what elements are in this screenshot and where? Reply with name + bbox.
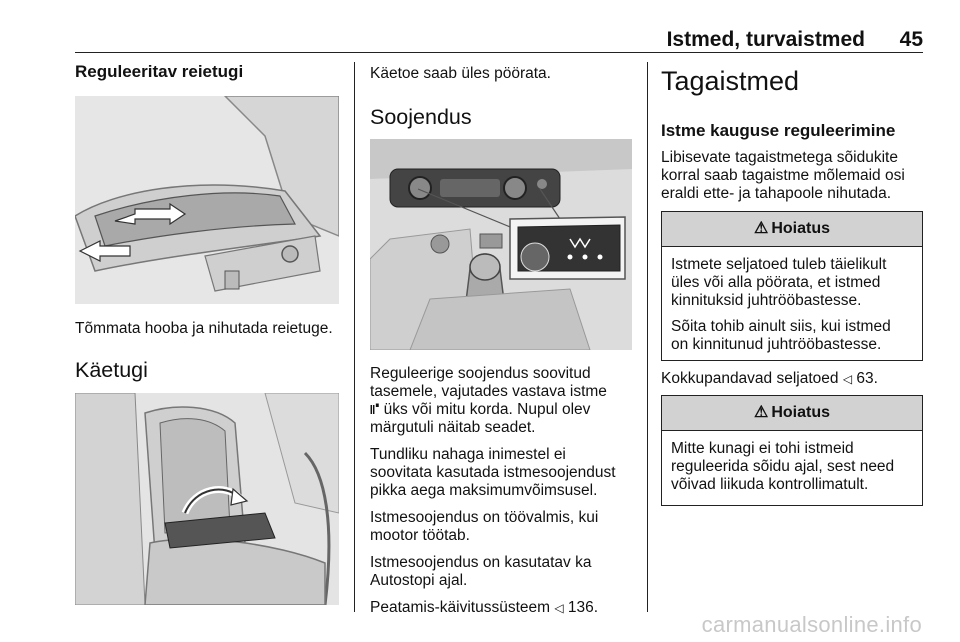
section-heading: Soojendus (370, 105, 472, 129)
seat-heating-illustration (370, 139, 632, 350)
chapter-title: Istmed, turvaistmed (666, 28, 865, 51)
intro-text (661, 149, 905, 203)
column-divider (647, 62, 648, 612)
thigh-support-illustration (75, 96, 339, 304)
text-line: kinnituksid juhtrööbastesse. (671, 292, 862, 309)
page-header (75, 28, 923, 53)
text-line: Istmesoojendus on kasutatav ka (370, 554, 592, 571)
cross-reference[interactable]: Kokkupandavad seljatoed ◁ 63. (661, 370, 878, 387)
text-line: eraldi ette- ja tahapoole nihutada. (661, 185, 892, 202)
text-line: võivad liikuda kontrollimatult. (671, 476, 869, 493)
text-line: Istmesoojendus on töövalmis, kui (370, 509, 599, 526)
page-section-title: Tagaistmed (661, 66, 800, 96)
armrest-illustration (75, 393, 339, 605)
section-heading: Istme kauguse reguleerimine (661, 121, 896, 140)
cross-reference[interactable]: Peatamis-käivitussüsteem ◁ 136. (370, 599, 599, 616)
text-line: Mitte kunagi ei tohi istmeid (671, 440, 854, 457)
text-line: Libisevate tagaistmetega sõidukite (661, 149, 898, 166)
warning-icon: ⚠ (753, 220, 769, 237)
text-line: Istmete seljatoed tuleb täielikult (671, 256, 887, 273)
text-line: märgutuli näitab seadet. (370, 419, 536, 436)
text-line: pikka aega maksimumvõimsusel. (370, 482, 598, 499)
text-line: üles või alla pöörata, et istmed (671, 274, 881, 291)
caption: Tõmmata hooba ja nihutada reietuge. (75, 320, 333, 337)
warning-icon: ⚠ (753, 404, 769, 421)
warning-box (661, 211, 923, 361)
seat-heating-icon: ⑈ (370, 401, 380, 418)
text-line: Autostopi ajal. (370, 572, 468, 589)
watermark: carmanualsonline.info (701, 612, 922, 637)
text-line: ⑈ üks või mitu korda. Nupul olev (370, 401, 591, 418)
text-line: Tundliku nahaga inimestel ei (370, 446, 566, 463)
column-divider (354, 62, 355, 612)
text-line: reguleerida sõidu ajal, sest need (671, 458, 895, 475)
text-line: soovitata kasutada istmesoojendust (370, 464, 616, 481)
text-line: on kinnitunud juhtrööbastesse. (671, 336, 882, 353)
ref-arrow-icon: ◁ (554, 601, 564, 615)
text-line: korral saab tagaistme mõlemaid osi (661, 167, 905, 184)
warning-body (662, 247, 922, 354)
warning-header: ⚠ Hoiatus (662, 212, 922, 247)
section-heading: Reguleeritav reietugi (75, 62, 244, 81)
ref-arrow-icon: ◁ (842, 372, 853, 386)
page-number: 45 (899, 28, 923, 51)
warning-box (661, 395, 923, 506)
text-line: Reguleerige soojendus soovitud (370, 365, 591, 382)
warning-header: ⚠ Hoiatus (662, 396, 922, 431)
heating-text (370, 365, 633, 617)
armrest-text: Käetoe saab üles pöörata. (370, 65, 551, 82)
text-line: tasemele, vajutades vastava istme (370, 383, 607, 400)
warning-body (662, 431, 922, 494)
section-heading: Käetugi (75, 358, 148, 382)
text-line: mootor töötab. (370, 527, 470, 544)
text-line: Sõita tohib ainult siis, kui istmed (671, 318, 891, 335)
